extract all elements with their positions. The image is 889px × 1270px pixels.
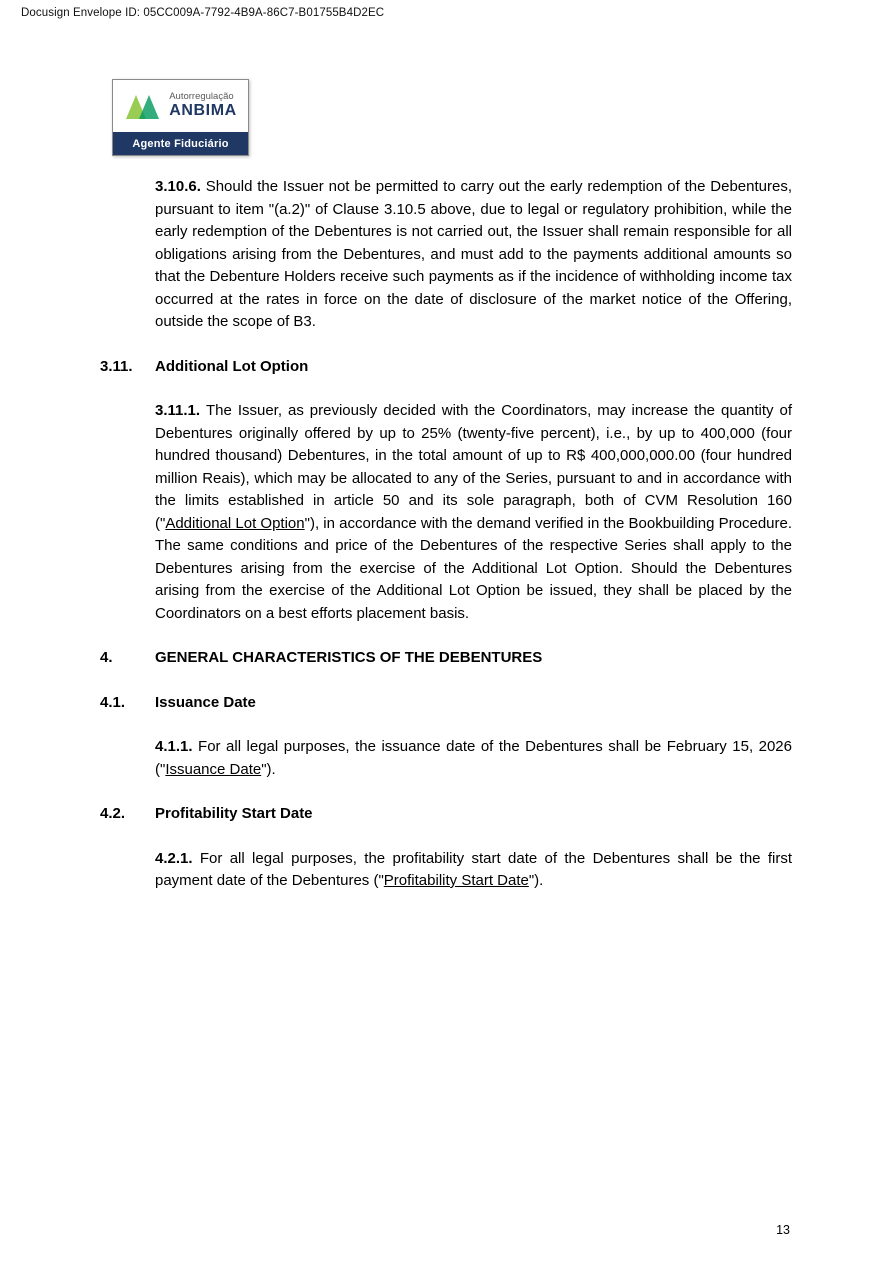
page-number: 13 [776,1223,790,1237]
paragraph [100,736,792,781]
anbima-mark-icon [124,93,162,120]
section-title: Issuance Date [155,693,256,711]
paragraph [100,400,792,625]
section-title: Additional Lot Option [155,357,309,375]
section-title: GENERAL CHARACTERISTICS OF THE DEBENTURES [155,649,543,666]
section-number: 4.1. [100,693,126,711]
section-heading [100,803,792,826]
anbima-logo [113,80,248,132]
clause-number: 4.2.1. [155,849,200,867]
clause-number: 4.1.1. [155,738,199,755]
section-heading [100,356,792,379]
section-title: Profitability Start Date [155,805,313,822]
docusign-envelope-id: Docusign Envelope ID: 05CC009A-7792-4B9A-86C7-B01755B4D2EC [21,7,385,19]
paragraph [100,848,792,893]
anbima-brand: ANBIMA [169,102,237,120]
defined-term: Issuance Date [165,760,262,778]
clause-number: 3.11.1. [155,402,207,419]
clause-text: "), in accordance with the demand verified in the Bookbuilding Procedure. The same conditions and price of the Debentures of the respective Series shall apply to the Debentures arising from the exercise of the Additional Lot Option. Should the Debentures arising from the exercise of the Additional Lot Option be issued, they shall be placed by the Coordinators on a best efforts placement basis. [155,514,793,622]
clause-text: For all legal purposes, the profitability start date of the Debentures shall be the first payment date of the Debentures (" [155,849,793,889]
section-heading [100,692,792,715]
defined-term: Additional Lot Option [165,514,305,532]
clause-text: "). [261,760,276,778]
anbima-logo-text [169,92,237,120]
section-number: 3.11. [100,357,133,375]
section-number: 4.2. [100,805,126,822]
document-blocks [100,176,792,915]
anbima-tagline: Autorregulação [169,90,234,102]
section-number: 4. [100,649,113,666]
section-heading [100,647,792,670]
clause-number: 3.10.6. [155,178,206,195]
paragraph [100,176,792,334]
clause-text: The Issuer, as previously decided with the Coordinators, may increase the quantity of Debentures originally offered by up to 25% (twenty-five percent), i.e., by up to 400,000 (four hundred thousand) Debentures, in the total amount of up to R$ 400,000,000.00 (four hundred million Reais), which may be allocated to any of the Series, pursuant to and in accordance with the limits established in article 50 and its sole paragraph, both of CVM Resolution 160 (" [155,402,792,532]
clause-text: "). [528,872,544,889]
clause-text: Should the Issuer not be permitted to carry out the early redemption of the Debentures, pursuant to item "(a.2)" of Clause 3.10.5 above, due to legal or regulatory prohibition, while the early redemption of the Debentures is not carried out, the Issuer shall remain responsible for all obligations arising from the Debentures, and must add to the payments additional amounts so that the Debenture Holders receive such payments as if the incidence of withholding income tax occurred at the rates in force on the date of disclosure of the market notice of the Offering, outside the scope of B3. [155,178,792,330]
defined-term: Profitability Start Date [383,872,529,889]
clause-text: For all legal purposes, the issuance date of the Debentures shall be February 15, 2026 (" [155,738,792,778]
anbima-seal [112,79,249,156]
fiduciary-badge: Agente Fiduciário [113,132,248,155]
